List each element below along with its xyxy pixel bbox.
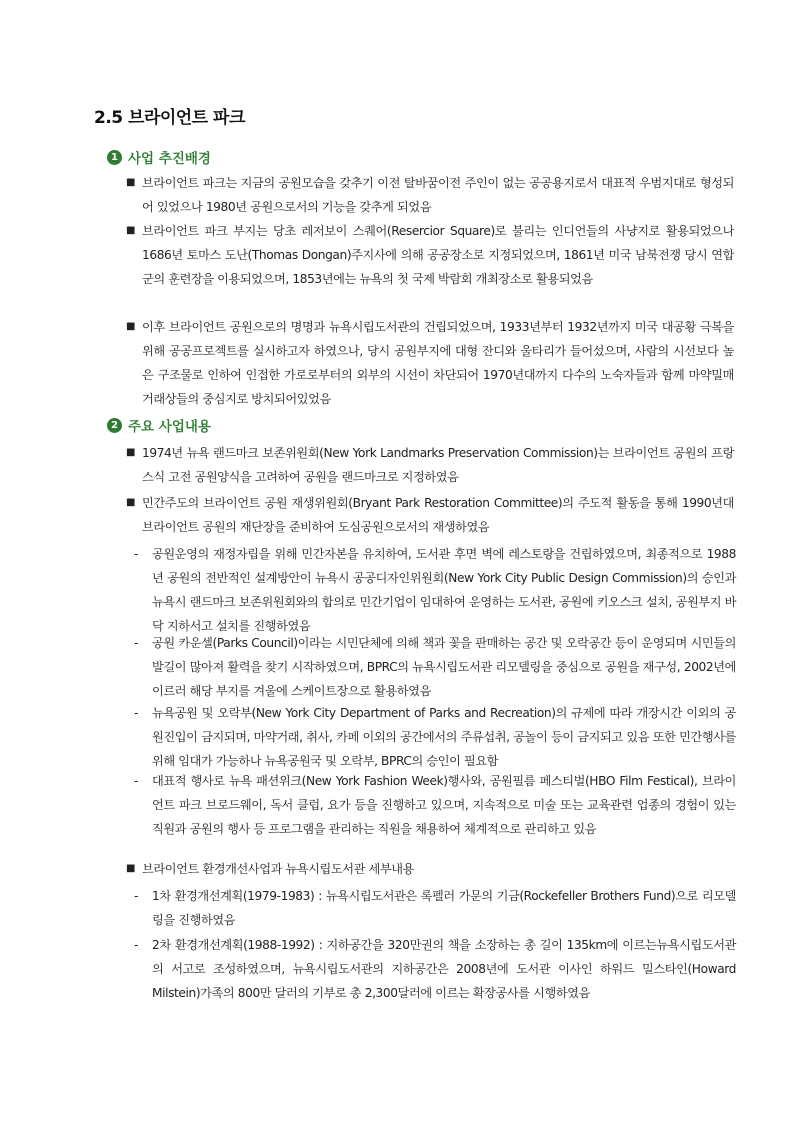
- item-text: 브라이언트 파크는 지금의 공원모습을 갖추기 이전 탈바꿈이전 주인이 없는 공공용지로서 대표적 우범지대로 형성되어 있었으나 1980년 공원으로서의 기능을 갖추게 되었음: [142, 176, 734, 214]
- section-title: 2.5 브라이언트 파크: [94, 108, 245, 128]
- item-text: 이후 브라이언트 공원으로의 명명과 뉴욕시립도서관의 건립되었으며, 1933년부터 1932년까지 미국 대공황 극복을 위해 공공프로젝트를 실시하고자 하였으나, 당시 공원부지에 대형 잔디와 울타리가 들어섰으며, 사람의 시선보다 높은 구조물로 인하여 인접한 가로로부터의 외부의 시선이 차단되어 1970년대까지 다수의 노숙자들과 함께 마약밀매 거래상들의 중심지로 방치되어있었음: [142, 320, 734, 406]
- number-badge: 1: [107, 150, 122, 165]
- item-text: 대표적 행사로 뉴욕 패션위크(New York Fashion Week)행사와, 공원필름 페스티벌(HBO Film Festical), 브라이언트 파크 브로드웨이, 독서 클럽, 요가 등을 진행하고 있으며, 지속적으로 미술 또는 교육관련 업종의 경험이 있는 직원과 공원의 행사 등 프로그램을 관리하는 직원을 채용하여 체계적으로 관리하고 있음: [152, 774, 736, 836]
- item-text: 민간주도의 브라이언트 공원 재생위원회(Bryant Park Restoration Committee)의 주도적 활동을 통해 1990년대 브라이언트 공원의 재단장을 준비하여 도심공원으로서의 재생하였음: [142, 496, 734, 534]
- square-bullet-icon: ■: [126, 321, 136, 332]
- list-item: [126, 171, 734, 219]
- subsection-title: 주요 사업내용: [128, 419, 211, 435]
- square-bullet-icon: ■: [126, 177, 136, 188]
- sub-list-item: [134, 933, 736, 1005]
- dash-marker: -: [134, 774, 138, 788]
- sub-list-item: [134, 884, 736, 932]
- list-item: [126, 441, 734, 489]
- list-item: [126, 857, 734, 881]
- item-text: 브라이언트 파크 부지는 당초 레저보이 스퀘어(Resercior Square)로 불리는 인디언들의 사냥지로 활용되었으나 1686년 토마스 도난(Thomas Dongan)주지사에 의해 공공장소로 지정되었으며, 1861년 미국 남북전쟁 당시 연합군의 훈련장을 이용되었으며, 1853년에는 뉴욕의 첫 국제 박람회 개최장소로 활용되었음: [142, 224, 734, 286]
- square-bullet-icon: ■: [126, 497, 136, 508]
- list-item: [126, 491, 734, 539]
- sub-list-item: [134, 769, 736, 841]
- sub-list-item: [134, 542, 736, 638]
- item-text: 브라이언트 환경개선사업과 뉴욕시립도서관 세부내용: [142, 862, 415, 876]
- square-bullet-icon: ■: [126, 225, 136, 236]
- item-text: 공원 카운셀(Parks Council)이라는 시민단체에 의해 책과 꽃을 판매하는 공간 및 오락공간 등이 운영되며 시민들의 발길이 많아져 활력을 찾기 시작하였으며, BPRC의 뉴욕시립도서관 리모델링을 중심으로 공원을 재구성, 2002년에 이르러 해당 부지를 겨울에 스케이트장으로 활용하였음: [152, 636, 736, 698]
- item-text: 공원운영의 재정자립을 위해 민간자본을 유치하여, 도서관 후면 벽에 레스토랑을 건립하였으며, 최종적으로 1988년 공원의 전반적인 설계방안이 뉴욕시 공공디자인위원회(New York City Public Design Commission)의 승인과 뉴욕시 랜드마크 보존위원회와의 합의로 민간기업이 임대하여 운영하는 도서관, 공원에 키오스크 설치, 공원부지 바닥 지하서고 설치를 진행하였음: [152, 547, 736, 633]
- sub-list-item: [134, 701, 736, 773]
- subsection-heading-2: [107, 415, 211, 435]
- item-text: 뉴욕공원 및 오락부(New York City Department of Parks and Recreation)의 규제에 따라 개장시간 이외의 공원진입이 금지되며, 마약거래, 취사, 카페 이외의 공간에서의 주류섭취, 공놀이 등이 금지되고 있음 또한 민간행사를 위해 임대가 가능하나 뉴욕공원국 및 오락부, BPRC의 승인이 필요함: [152, 706, 736, 768]
- dash-marker: -: [134, 938, 138, 952]
- subsection-heading-1: [107, 147, 211, 167]
- dash-marker: -: [134, 889, 138, 903]
- square-bullet-icon: ■: [126, 447, 136, 458]
- item-text: 1974년 뉴욕 랜드마크 보존위원회(New York Landmarks Preservation Commission)는 브라이언트 공원의 프랑스식 고전 공원양식을 고려하여 공원을 랜드마크로 지정하였음: [142, 446, 734, 484]
- item-text: 2차 환경개선계획(1988-1992) : 지하공간을 320만권의 책을 소장하는 총 길이 135km에 이르는뉴욕시립도서관의 서고로 조성하였으며, 뉴욕시립도서관의 지하공간은 2008년에 도서관 이사인 하워드 밀스타인(Howard Milstein)가족의 800만 달러의 기부로 총 2,300달러에 이르는 확장공사를 시행하였음: [152, 938, 736, 1000]
- list-item: [126, 219, 734, 291]
- item-text: 1차 환경개선계획(1979-1983) : 뉴욕시립도서관은 록펠러 가문의 기금(Rockefeller Brothers Fund)으로 리모델링을 진행하였음: [152, 889, 736, 927]
- dash-marker: -: [134, 706, 138, 720]
- sub-list-item: [134, 631, 736, 703]
- list-item: [126, 315, 734, 411]
- subsection-title: 사업 추진배경: [128, 151, 211, 167]
- number-badge: 2: [107, 418, 122, 433]
- dash-marker: -: [134, 636, 138, 650]
- dash-marker: -: [134, 547, 138, 561]
- square-bullet-icon: ■: [126, 863, 136, 874]
